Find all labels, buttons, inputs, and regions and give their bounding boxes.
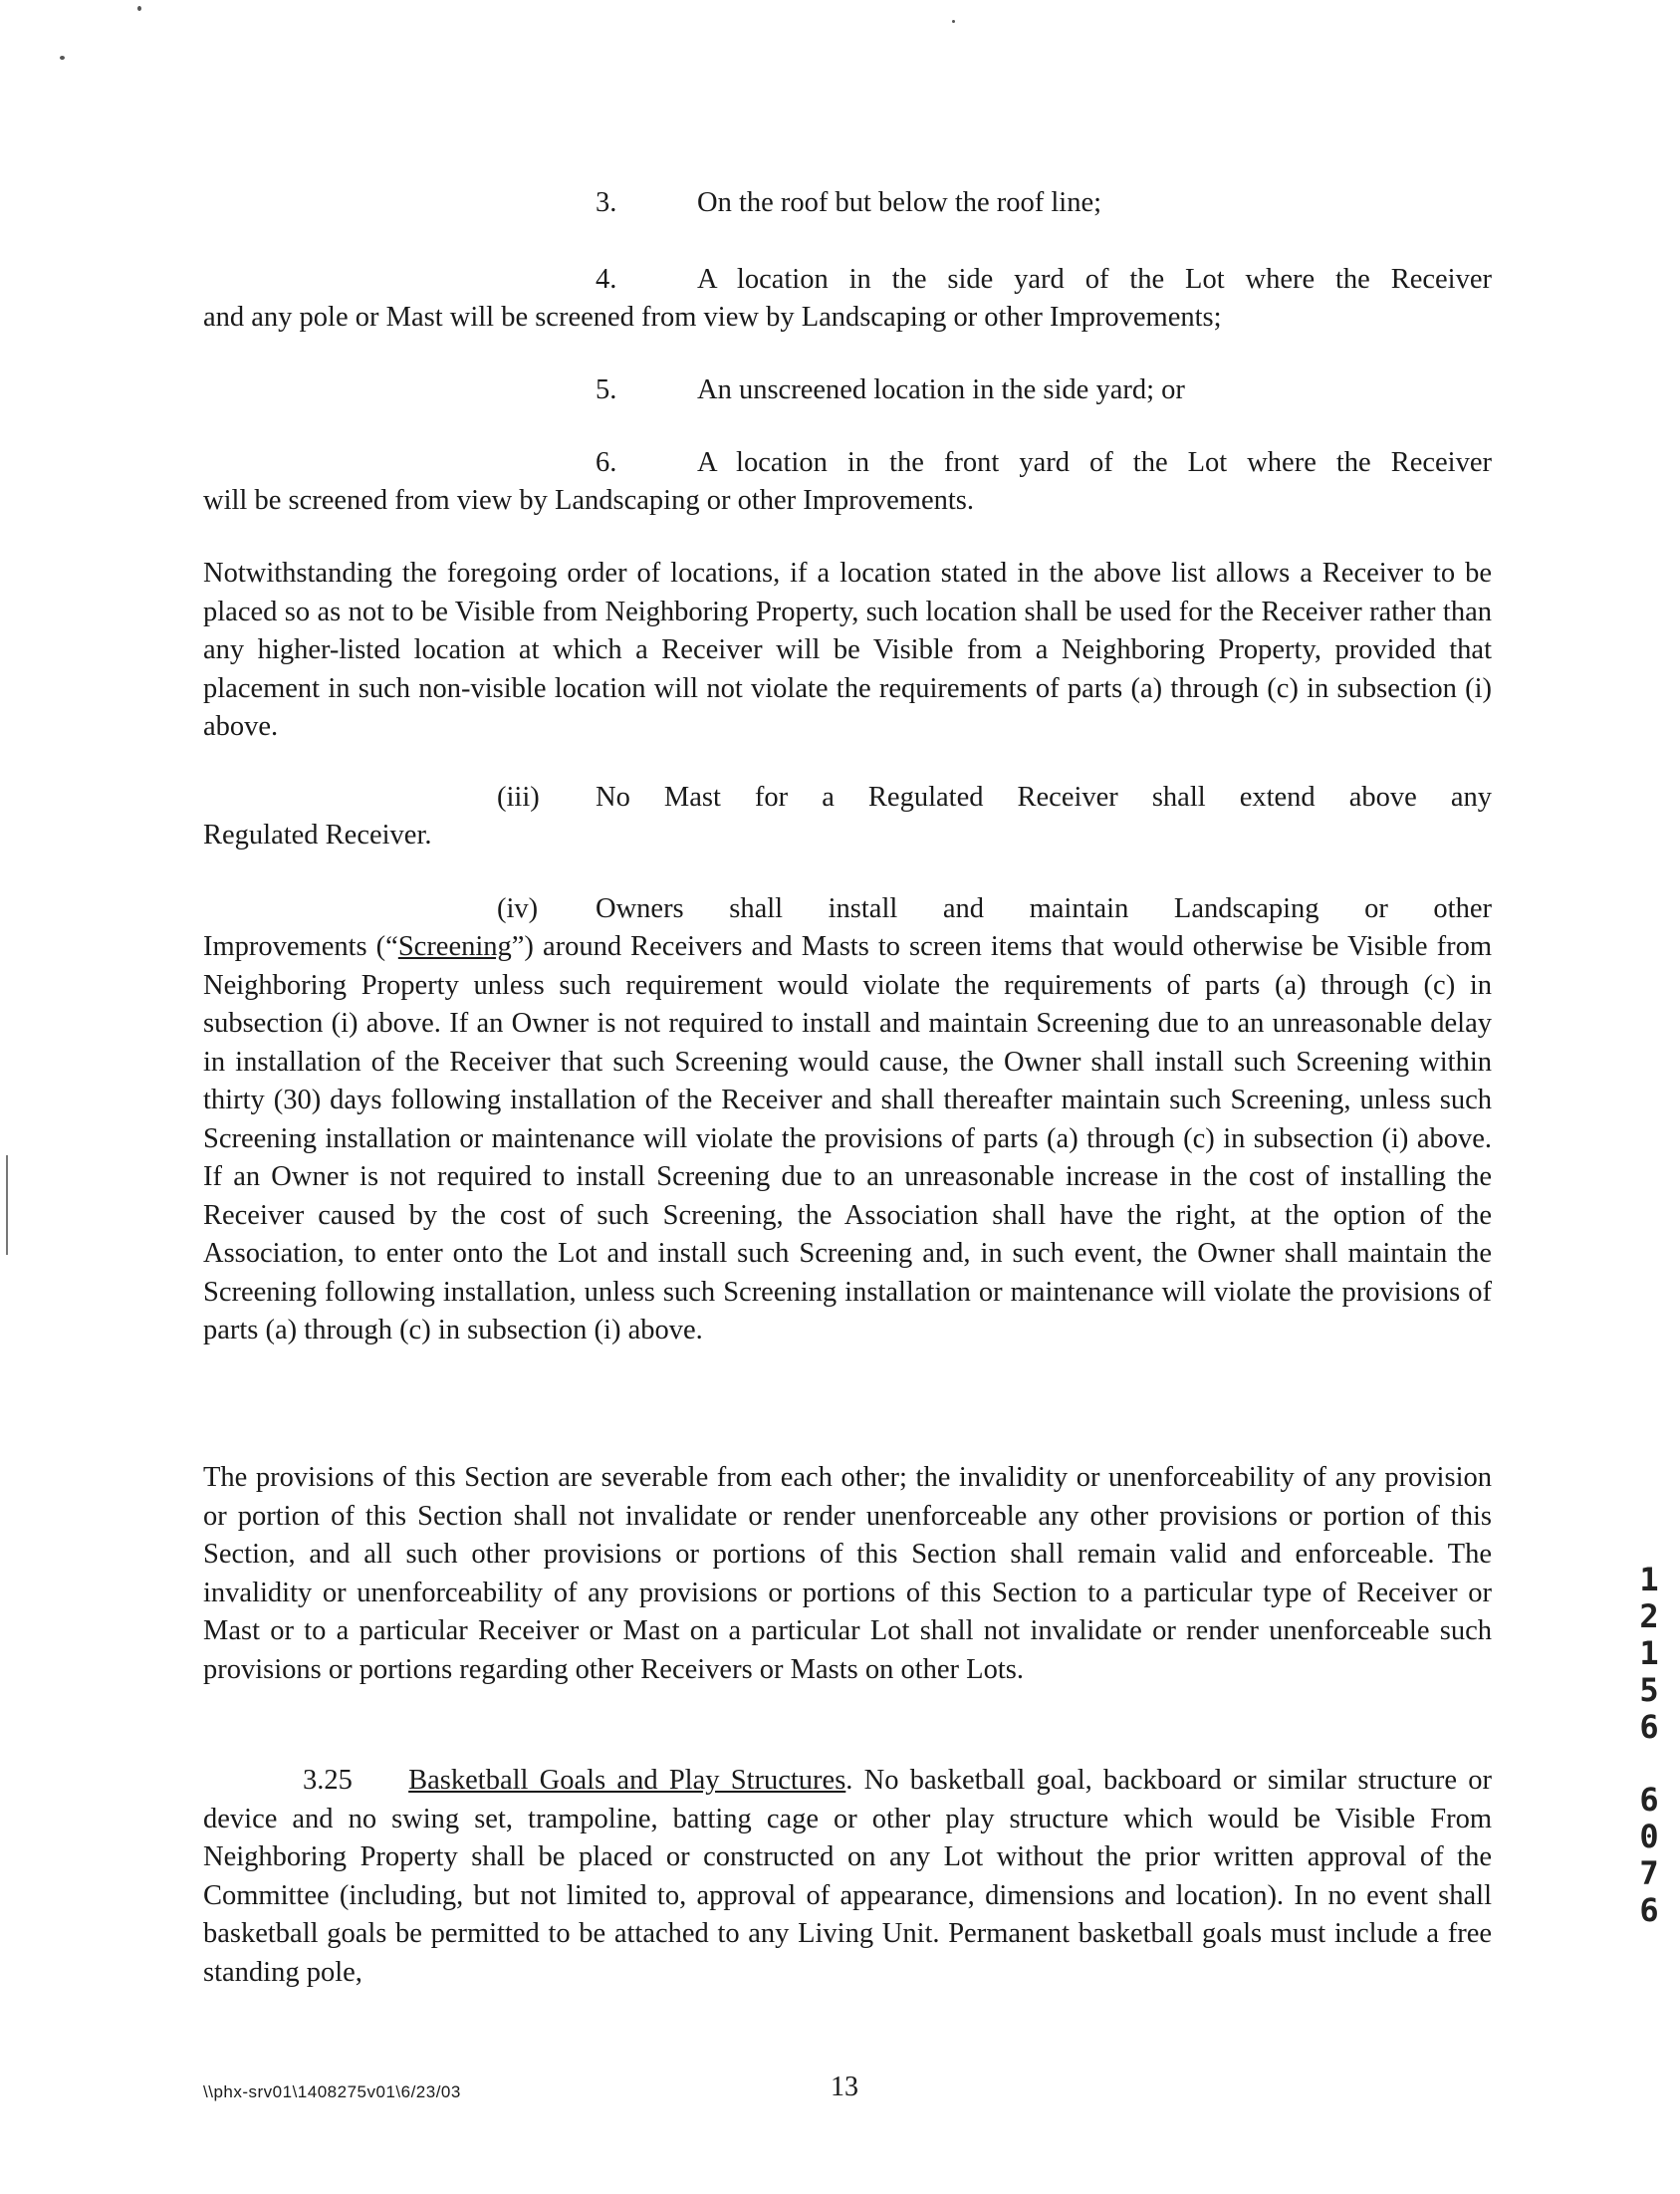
scan-speck (137, 6, 141, 11)
list-item-text: On the roof but below the roof line; (697, 187, 1102, 218)
subsection-iv-rest: ”) around Receivers and Masts to screen items that would otherwise be Visible from Neighboring Property unless such requirement would violate the requirements of parts (a) through (c) in subsection (i) above. If an Owner is not required to install and maintain Screening due to an unreasonable delay in installation of the Receiver that such Screening would cause, the Owner shall install such Screening within thirty (30) days following installation of the Receiver and shall thereafter maintain such Screening, unless such Screening installation or maintenance will violate the provisions of parts (a) through (c) in subsection (i) above. If an Owner is not required to install Screening due to an unreasonable increase in the cost of installing the Receiver caused by the cost of such Screening, the Association shall have the right, at the option of the Association, to enter onto the Lot and install such Screening and, in such event, the Owner shall maintain the Screening following installation, unless such Screening installation or maintenance will violate the provisions of parts (a) through (c) in subsection (i) above. (203, 931, 1492, 1345)
stamp-digit: 1 (1639, 1561, 1659, 1598)
list-item-number: 5. (596, 374, 617, 405)
stamp-digit: 2 (1639, 1597, 1659, 1635)
section-heading: Basketball Goals and Play Structures (408, 1765, 846, 1796)
list-item-text: A location in the front yard of the Lot where the Receiver (697, 447, 1492, 478)
stamp-digit: 0 (1639, 1818, 1659, 1855)
subsection-text: Owners shall install and maintain Landscaping or other (596, 893, 1492, 924)
list-item-4-continuation: and any pole or Mast will be screened from view by Landscaping or other Improvements; (203, 302, 1222, 333)
stamp-digit: 6 (1639, 1891, 1659, 1929)
section-heading-end: . (845, 1765, 853, 1796)
notwithstanding-paragraph: Notwithstanding the foregoing order of locations, if a location stated in the above list allows a Receiver to be placed so as not to be Visible from Neighboring Property, such location shall be used for the Receiver rather than any higher-listed location at which a Receiver will be Visible from a Neighboring Property, provided that placement in such non-visible location will not violate the requirements of parts (a) through (c) in subsection (i) above. (203, 558, 1492, 742)
stamp-digit: 7 (1639, 1854, 1659, 1892)
list-item-number: 6. (596, 447, 617, 478)
footer-file-id: \\phx-srv01\1408275v01\6/23/03 (203, 2082, 461, 2101)
subsection-label: (iii) (497, 782, 540, 813)
subsection-iv-prefix: Improvements (“ (203, 931, 398, 962)
section-number-gap (353, 1765, 408, 1796)
stamp-digit: 1 (1639, 1634, 1659, 1672)
subsection-text: No Mast for a Regulated Receiver shall extend above any (596, 782, 1492, 813)
scan-speck (60, 56, 65, 60)
scan-speck (952, 20, 955, 23)
list-item-text: A location in the side yard of the Lot where the Receiver (697, 264, 1492, 295)
list-item-text: An unscreened location in the side yard; or (697, 374, 1185, 405)
subsection-iv-body (203, 928, 1492, 1350)
stamp-digit: 6 (1639, 1781, 1659, 1819)
page-number: 13 (831, 2072, 858, 2102)
severability-paragraph: The provisions of this Section are severable from each other; the invalidity or unenforceability of any provision or portion of this Section shall not invalidate or render unenforceable any other provisions or portion of this Section, and all such other provisions or portions of this Section shall remain valid and enforceable. The invalidity or unenforceability of any provisions or portions of this Section to a particular type of Receiver or Mast or to a particular Receiver or Mast on a particular Lot shall not invalidate or render unenforceable such provisions or portions regarding other Receivers or Masts on other Lots. (203, 1462, 1492, 1685)
section-3-25 (203, 1762, 1492, 1992)
margin-recording-stamp (1629, 1562, 1669, 1929)
screening-defined-term: Screening (397, 931, 512, 962)
subsection-label: (iv) (497, 893, 539, 924)
stamp-gap (1629, 1746, 1669, 1782)
list-item-number: 3. (596, 187, 617, 218)
list-item-number: 4. (596, 264, 617, 295)
subsection-iii-continuation: Regulated Receiver. (203, 820, 432, 851)
stamp-digit: 6 (1639, 1708, 1659, 1746)
stamp-digit: 5 (1639, 1671, 1659, 1709)
section-body: No basketball goal, backboard or similar structure or device and no swing set, trampoline, batting cage or other play structure which would be Visible From Neighboring Property shall be placed or constructed on any Lot without the prior written approval of the Committee (including, but not limited to, approval of appearance, dimensions and location). In no event shall basketball goals be permitted to be attached to any Living Unit. Permanent basketball goals must include a free standing pole, (203, 1765, 1493, 1988)
section-number: 3.25 (303, 1765, 353, 1796)
list-item-6-continuation: will be screened from view by Landscaping or other Improvements. (203, 485, 975, 516)
scan-edge-mark (6, 1155, 8, 1255)
